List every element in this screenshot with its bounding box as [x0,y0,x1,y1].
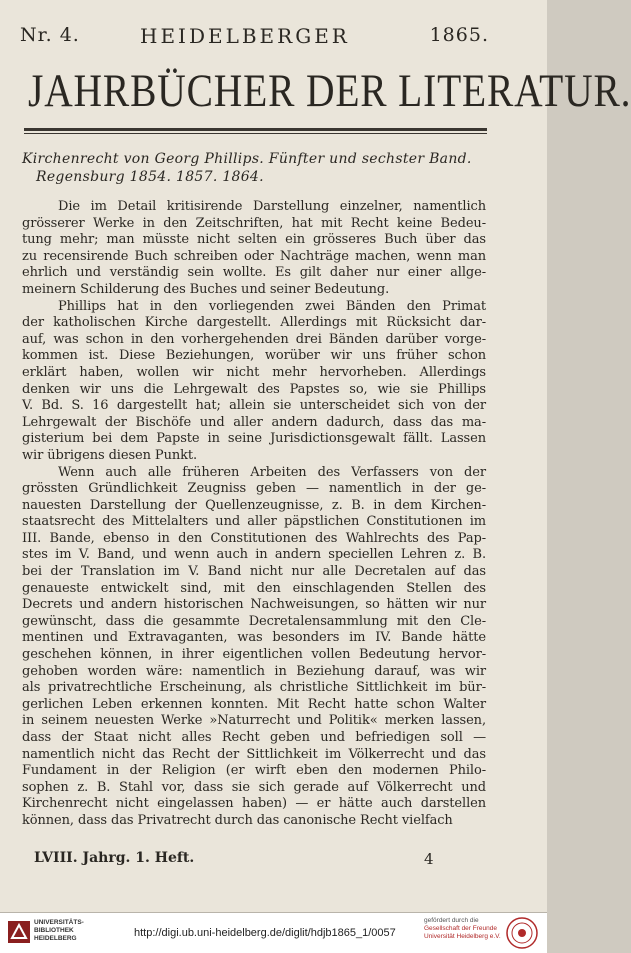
signature-mark: LVIII. Jahrg. 1. Heft. [34,850,195,866]
page-number: 4 [424,850,434,868]
body-line: sophen z. B. Stahl vor, dass sie sich gerade auf Völkerrecht und [22,779,486,795]
review-body [22,199,486,830]
permalink-url[interactable]: http://digi.ub.uni-heidelberg.de/diglit/hdjb1865_1/0057 [134,927,396,939]
reviewed-work-title [22,150,492,186]
body-line: Die im Detail kritisirende Darstellung einzelner, namentlich [58,199,486,214]
body-line: Wenn auch alle früheren Arbeiten des Verfassers von der [58,464,486,480]
body-line: dass der Staat nicht alles Recht geben und befriedigen soll — [22,730,486,745]
body-line: III. Bande, ebenso in den Constitutionen des Wahlrechts des Pap- [22,530,486,546]
body-line: V. Bd. S. 16 dargestellt hat; allein sie unterscheidet sich von der [22,398,486,414]
body-line: auf, was schon in den vorhergehenden drei Bänden darüber vorge- [22,331,486,347]
body-line: grösserer Werke in den Zeitschriften, hat mit Recht keine Bedeu- [22,215,486,231]
issue-number: Nr. 4. [20,24,80,46]
body-line: Lehrgewalt der Bischöfe und aller andern dadurch, dass das ma- [22,414,486,430]
body-line: gewünscht, dass die gesammte Decretalensammlung mit den Cle- [22,613,486,629]
body-line: tung mehr; man müsste nicht selten ein grösseres Buch über das [22,232,486,248]
body-line: staatsrecht des Mittelalters und aller päpstlichen Constitutionen im [22,514,486,530]
sponsor-note[interactable]: gefördert durch die Gesellschaft der Freunde Universität Heidelberg e.V. [424,917,501,940]
journal-title: JAHRBÜCHER DER LITERATUR. [28,65,631,117]
body-line: gehoben worden wäre: namentlich in Beziehung darauf, was wir [22,663,486,679]
work-title-line1: Kirchenrecht von Georg Phillips. Fünfter und sechster Band. [22,151,472,167]
body-line: Phillips hat in den vorliegenden zwei Bänden den Primat [58,298,486,314]
body-line: denken wir uns die Lehrgewalt des Papstes so, wie sie Phillips [22,381,486,397]
library-name[interactable]: UNIVERSITÄTS- BIBLIOTHEK HEIDELBERG [34,919,84,942]
body-line: zu recensirende Buch schreiben oder Nachträge machen, wenn man [22,248,486,264]
work-title-line2: Regensburg 1854. 1857. 1864. [36,169,264,185]
journal-name: HEIDELBERGER [140,24,350,48]
body-line: mentinen und Extravaganten, was besonders im IV. Bande hätte [22,630,486,646]
body-line: als privatrechtliche Erscheinung, als christliche Sittlichkeit im bür- [22,680,486,696]
body-line: ehrlich und verständig sein wollte. Es gilt daher nur einer allge- [22,265,486,281]
body-line: wir übrigens diesen Punkt. [22,447,198,463]
body-line: genaueste entwickelt sind, mit den einschlagenden Stellen des [22,580,486,596]
body-line: bei der Translation im V. Band nicht nur alle Decretalen auf das [22,564,486,580]
body-line: kommen ist. Diese Beziehungen, worüber wir uns früher schon [22,348,486,364]
body-line: Kirchenrecht nicht eingelassen haben) — er hätte auch darstellen [22,796,486,812]
university-library-logo-icon[interactable] [8,921,30,943]
body-line: gisterium bei dem Papste in seine Jurisdictionsgewalt fällt. Lassen [22,431,486,447]
body-line: der katholischen Kirche dargestellt. Allerdings mit Rücksicht dar- [22,315,486,331]
body-line: erklärt haben, wollen wir nicht mehr hervorheben. Allerdings [22,364,486,380]
issue-year: 1865. [429,24,489,46]
body-line: Fundament in der Religion (er wirft eben den modernen Philo- [22,763,486,779]
header-rule-thin [24,133,487,134]
university-seal-icon[interactable] [506,917,538,949]
body-line: in seinem neuesten Werke »Naturrecht und Politik« merken lassen, [22,713,486,729]
body-line: Decrets und andern historischen Nachweisungen, so hätten wir nur [22,597,486,613]
body-line: meinern Schilderung des Buches und seiner Bedeutung. [22,281,390,297]
body-line: nauesten Darstellung der Quellenzeugnisse, z. B. in dem Kirchen- [22,497,486,513]
body-line: geschehen können, in ihrer eigentlichen vollen Bedeutung hervor- [22,647,486,663]
body-line: namentlich nicht das Recht der Sittlichkeit im Völkerrecht und das [22,746,486,762]
body-line: grössten Gründlichkeit Zeugniss geben — namentlich in der ge- [22,481,486,497]
body-line: können, dass das Privatrecht durch das canonische Recht vielfach [22,812,453,828]
body-line: gerlichen Leben erkennen konnten. Mit Recht hatte schon Walter [22,696,486,712]
viewer-bar [0,912,547,953]
header-rule-thick [24,128,487,131]
body-line: stes im V. Band, und wenn auch in andern speciellen Lehren z. B. [22,547,486,563]
